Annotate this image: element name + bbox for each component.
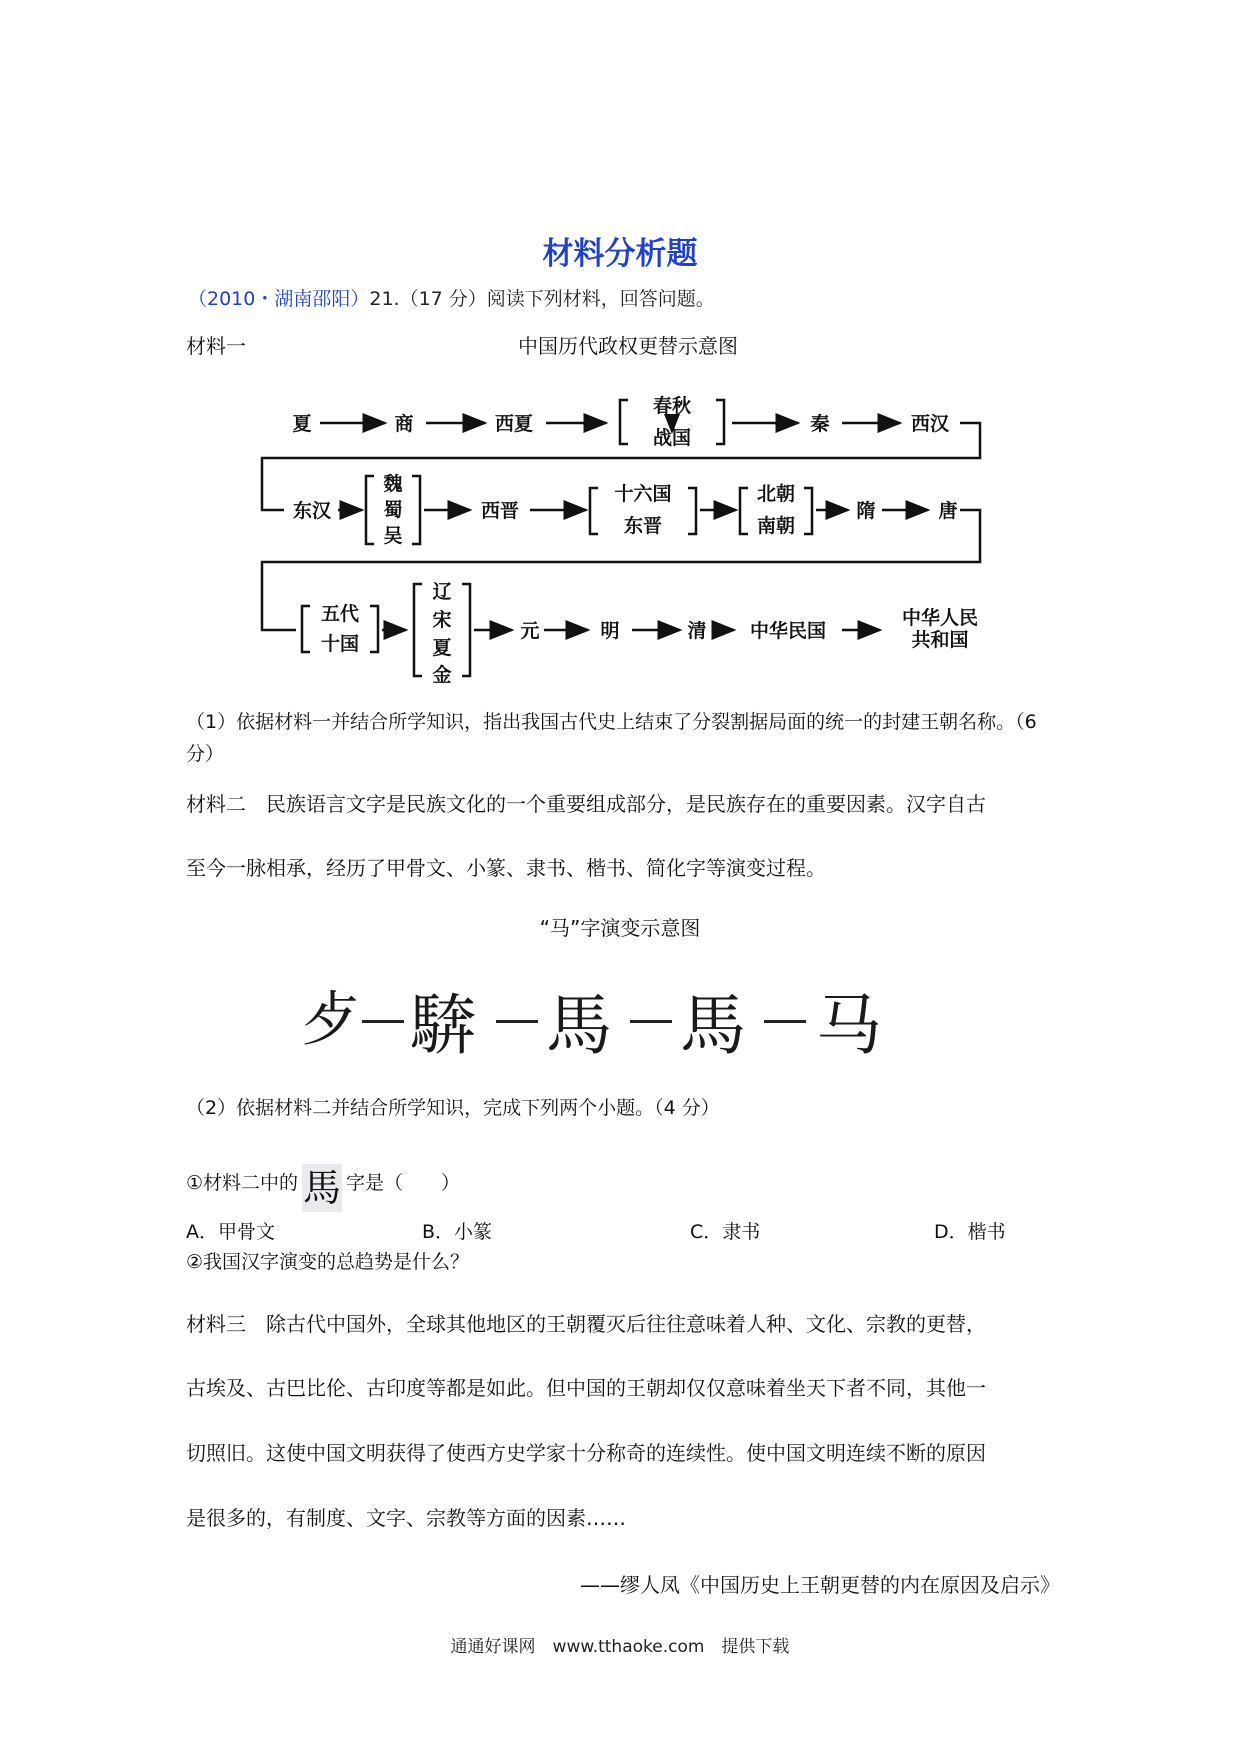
- dynasty-jin: 金: [432, 664, 452, 686]
- dynasty-beichao: 北朝: [756, 483, 796, 505]
- material2-text2: 至今一脉相承，经历了甲骨文、小篆、隶书、楷书、简化字等演变过程。: [186, 856, 826, 880]
- dynasty-xixia: 西夏: [494, 413, 534, 435]
- bracket-three-left: [366, 476, 374, 544]
- dynasty-ming: 明: [600, 620, 620, 642]
- option-c: C．隶书: [690, 1221, 761, 1243]
- material3-text4: 是很多的，有制度、文字、宗教等方面的因素……: [186, 1506, 626, 1530]
- option-a: A．甲骨文: [186, 1221, 275, 1243]
- material3-text1: 除古代中国外，全球其他地区的王朝覆灭后往往意味着人种、文化、宗教的更替，: [266, 1312, 986, 1336]
- bracket-chunqiu-left: [620, 400, 628, 444]
- question-intro: 21.（17 分）阅读下列材料，回答问题。: [369, 288, 715, 310]
- bracket-three-right: [412, 476, 420, 544]
- dynasty-chunqiu: 春秋: [652, 395, 692, 417]
- dynasty-yuan: 元: [520, 620, 540, 642]
- arrow-3: [630, 1020, 672, 1023]
- source-origin: （2010・湖南邵阳）: [188, 288, 370, 310]
- page-footer: 通通好课网 www.tthaoke.com 提供下载: [450, 1637, 790, 1657]
- sub1-before: ①材料二中的: [186, 1172, 299, 1194]
- bracket-five-left: [302, 606, 310, 652]
- stage-regular: 馬: [680, 987, 746, 1064]
- bracket-song-left: [414, 584, 422, 676]
- dynasty-liao: 辽: [432, 581, 452, 603]
- dynasty-prc-2: 共和国: [911, 629, 969, 651]
- dynasty-prc-1: 中华人民: [901, 607, 979, 629]
- bracket-five-right: [370, 606, 378, 652]
- dynasty-shu: 蜀: [383, 499, 403, 521]
- material3-line1: [186, 1308, 1066, 1340]
- dynasty-wei: 魏: [383, 473, 403, 495]
- sub1-glyph: 馬: [303, 1166, 342, 1210]
- bracket-sixteen-left: [590, 488, 598, 534]
- stage-clerical: 馬: [546, 987, 612, 1064]
- sub1-after: 字是（ ）: [346, 1172, 461, 1194]
- bracket-ns-right: [804, 488, 812, 534]
- page-title: 材料分析题: [542, 236, 698, 272]
- material2-diagram-title: “马”字演变示意图: [539, 916, 701, 940]
- question-1: （1）依据材料一并结合所学知识，指出我国古代史上结束了分裂割据局面的统一的封建王朝名称。（6 分）: [186, 711, 1037, 765]
- dynasty-xixia2: 夏: [432, 637, 452, 659]
- option-b: B．小篆: [422, 1221, 493, 1243]
- dynasty-sui: 隋: [856, 500, 876, 522]
- dynasty-donghan: 东汉: [292, 500, 332, 522]
- dynasty-shang: 商: [394, 413, 414, 435]
- question-2-sub2: ②我国汉字演变的总趋势是什么？: [186, 1251, 470, 1273]
- arrow-2: [496, 1020, 538, 1023]
- dynasty-xihan: 西汉: [910, 413, 950, 435]
- material2-label: 材料二: [186, 792, 246, 816]
- dynasty-xijin: 西晋: [480, 500, 520, 522]
- bracket-song-right: [462, 584, 470, 676]
- arrow-1: [362, 1020, 404, 1023]
- bracket-chunqiu-right: [716, 400, 724, 444]
- material2-line1: [186, 788, 1066, 820]
- dynasty-song: 宋: [432, 609, 452, 631]
- dynasty-qing: 清: [687, 620, 707, 642]
- bracket-sixteen-right: [688, 488, 696, 534]
- question-2-sub1: [186, 1164, 460, 1212]
- material2-text1: 民族语言文字是民族文化的一个重要组成部分，是民族存在的重要因素。汉字自古: [266, 792, 986, 816]
- option-d: D．楷书: [934, 1221, 1006, 1243]
- stage-seal: 𩣺: [410, 987, 476, 1064]
- stage-simplified: 马: [816, 987, 882, 1064]
- dynasty-succession-diagram: [0, 0, 1240, 700]
- material1-label: 材料一: [186, 334, 246, 358]
- dynasty-roc: 中华民国: [749, 620, 827, 642]
- material3-citation: ——缪人凤《中国历史上王朝更替的内在原因及启示》: [580, 1573, 1060, 1597]
- material3-label: 材料三: [186, 1312, 246, 1336]
- material3-text2: 古埃及、古巴比伦、古印度等都是如此。但中国的王朝却仅仅意味着坐天下者不同，其他一: [186, 1376, 986, 1400]
- dynasty-nanchao: 南朝: [756, 515, 796, 537]
- dynasty-dongjin: 东晋: [623, 515, 663, 537]
- connector-row2-row3: [262, 510, 980, 630]
- dynasty-shiguo: 十国: [320, 633, 360, 655]
- dynasty-xia: 夏: [292, 413, 312, 435]
- dynasty-wu: 吴: [383, 525, 403, 547]
- dynasty-tang: 唐: [938, 500, 958, 522]
- material1-diagram-title: 中国历代政权更替示意图: [518, 334, 738, 358]
- stage-oracle: ⺞: [300, 985, 360, 1055]
- bracket-ns-left: [740, 488, 748, 534]
- horse-evolution-diagram: [300, 968, 920, 1068]
- dynasty-qin: 秦: [810, 413, 830, 435]
- dynasty-sixteen: 十六国: [614, 483, 672, 505]
- arrow-4: [764, 1020, 806, 1023]
- dynasty-wudai: 五代: [320, 603, 360, 625]
- material3-text3: 切照旧。这使中国文明获得了使西方史学家十分称奇的连续性。使中国文明连续不断的原因: [186, 1441, 986, 1465]
- dynasty-zhanguo: 战国: [652, 427, 692, 449]
- question-2-stem: （2）依据材料二并结合所学知识，完成下列两个小题。（4 分）: [186, 1097, 720, 1119]
